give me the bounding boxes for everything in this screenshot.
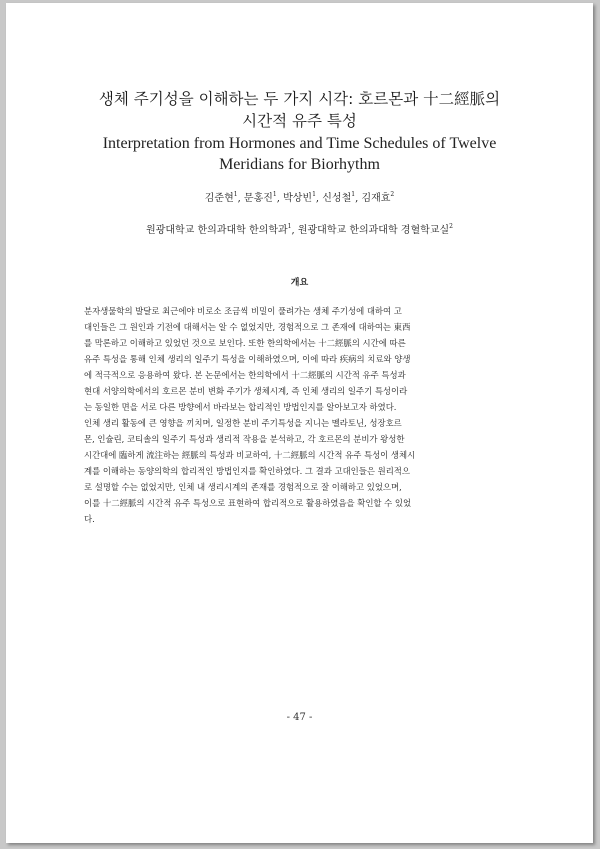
abstract-line: 대인들은 그 원인과 기전에 대해서는 알 수 없었지만, 경험적으로 그 존재에 대하여는 東西	[84, 322, 411, 332]
author-name: 박상빈	[283, 193, 313, 204]
paper-page	[6, 3, 593, 843]
author-name: 김준현	[204, 193, 234, 204]
abstract-line: 인체 생리 활동에 큰 영향을 끼치며, 일정한 분비 주기특성을 지니는 멜라토닌, 성장호르	[84, 418, 402, 428]
abstract-line: 유주 특성을 통해 인체 생리의 일주기 특성을 이해하였으며, 이에 따라 疾病의 치료와 양생	[84, 354, 411, 364]
abstract-line: 에 적극적으로 응용하여 왔다. 본 논문에서는 한의학에서 十二經脈의 시간적 유주 특성과	[84, 370, 406, 380]
author-name: 문홍진	[243, 193, 273, 204]
author-list: 김준현$^1$, 문홍진$^1$, 박상빈$^1$, 신성철$^1$, 김재효$^2$	[204, 191, 395, 204]
author-affiliation-mark: 1	[312, 191, 316, 198]
author-name: 신성철	[322, 193, 352, 204]
affiliation-mark: 2	[449, 223, 453, 230]
page-number: - 47 -	[286, 712, 313, 723]
abstract-line: 분자생물학의 발달로 최근에야 비로소 조금씩 비밀이 풀려가는 생체 주기성에 대하여 고	[84, 306, 402, 316]
abstract-line: 현대 서양의학에서의 호르몬 분비 변화 주기가 생체시계, 즉 인체 생리의 일주기 특성이라	[84, 386, 408, 396]
abstract-line: 는 동일한 면을 서로 다른 방향에서 바라보는 합리적인 방법인지를 알아보고자 하였다.	[84, 402, 397, 412]
author-affiliation-mark: 1	[233, 191, 238, 198]
abstract-line: 를 막론하고 이해하고 있었던 것으로 보인다. 또한 한의학에서는 十二經脈의 시간에 따른	[84, 338, 406, 348]
affiliation: 원광대학교 한의과대학 한의학과	[146, 225, 288, 236]
abstract-line: 다.	[84, 514, 95, 524]
author-name: 김재효	[361, 193, 391, 204]
affiliation-list: 원광대학교 한의과대학 한의학과$^1$, 원광대학교 한의과대학 경혈학교실$^2$	[146, 223, 453, 236]
author-affiliation-mark: 1	[351, 191, 356, 198]
abstract-line: 이를 十二經脈의 시간적 유주 특성으로 표현하여 합리적으로 활용하였음을 확인할 수 있었	[84, 498, 412, 508]
abstract-line: 시간대에 臨하게 流注하는 經脈의 특성과 비교하여, 十二經脈의 시간적 유주 특성이 생체시	[84, 450, 416, 460]
english-title-line-2: Meridians for Biorhythm	[219, 156, 380, 173]
abstract-heading: 개요	[290, 278, 309, 288]
affiliation: 원광대학교 한의과대학 경혈학교실	[297, 225, 450, 236]
korean-title-line-2: 시간적 유주 특성	[242, 112, 357, 130]
english-title-line-1: Interpretation from Hormones and Time Schedules of Twelve	[102, 135, 497, 152]
abstract-line: 로 설명할 수는 없었지만, 인체 내 생리시계의 존재를 경험적으로 잘 이해하고 있었으며,	[84, 482, 402, 492]
korean-title-line-1: 생체 주기성을 이해하는 두 가지 시각: 호르몬과 十二經脈의	[98, 90, 501, 108]
abstract-line: 계를 이해하는 동양의학의 합리적인 방법인지를 확인하였다. 그 결과 고대인들은 원리적으	[84, 466, 410, 476]
abstract-line: 몬, 인슐린, 코티솔의 일주기 특성과 생리적 작용을 분석하고, 각 호르몬의 분비가 왕성한	[84, 434, 405, 444]
author-affiliation-mark: 2	[390, 191, 395, 198]
author-affiliation-mark: 1	[272, 191, 277, 198]
affiliation-mark: 1	[287, 223, 292, 230]
